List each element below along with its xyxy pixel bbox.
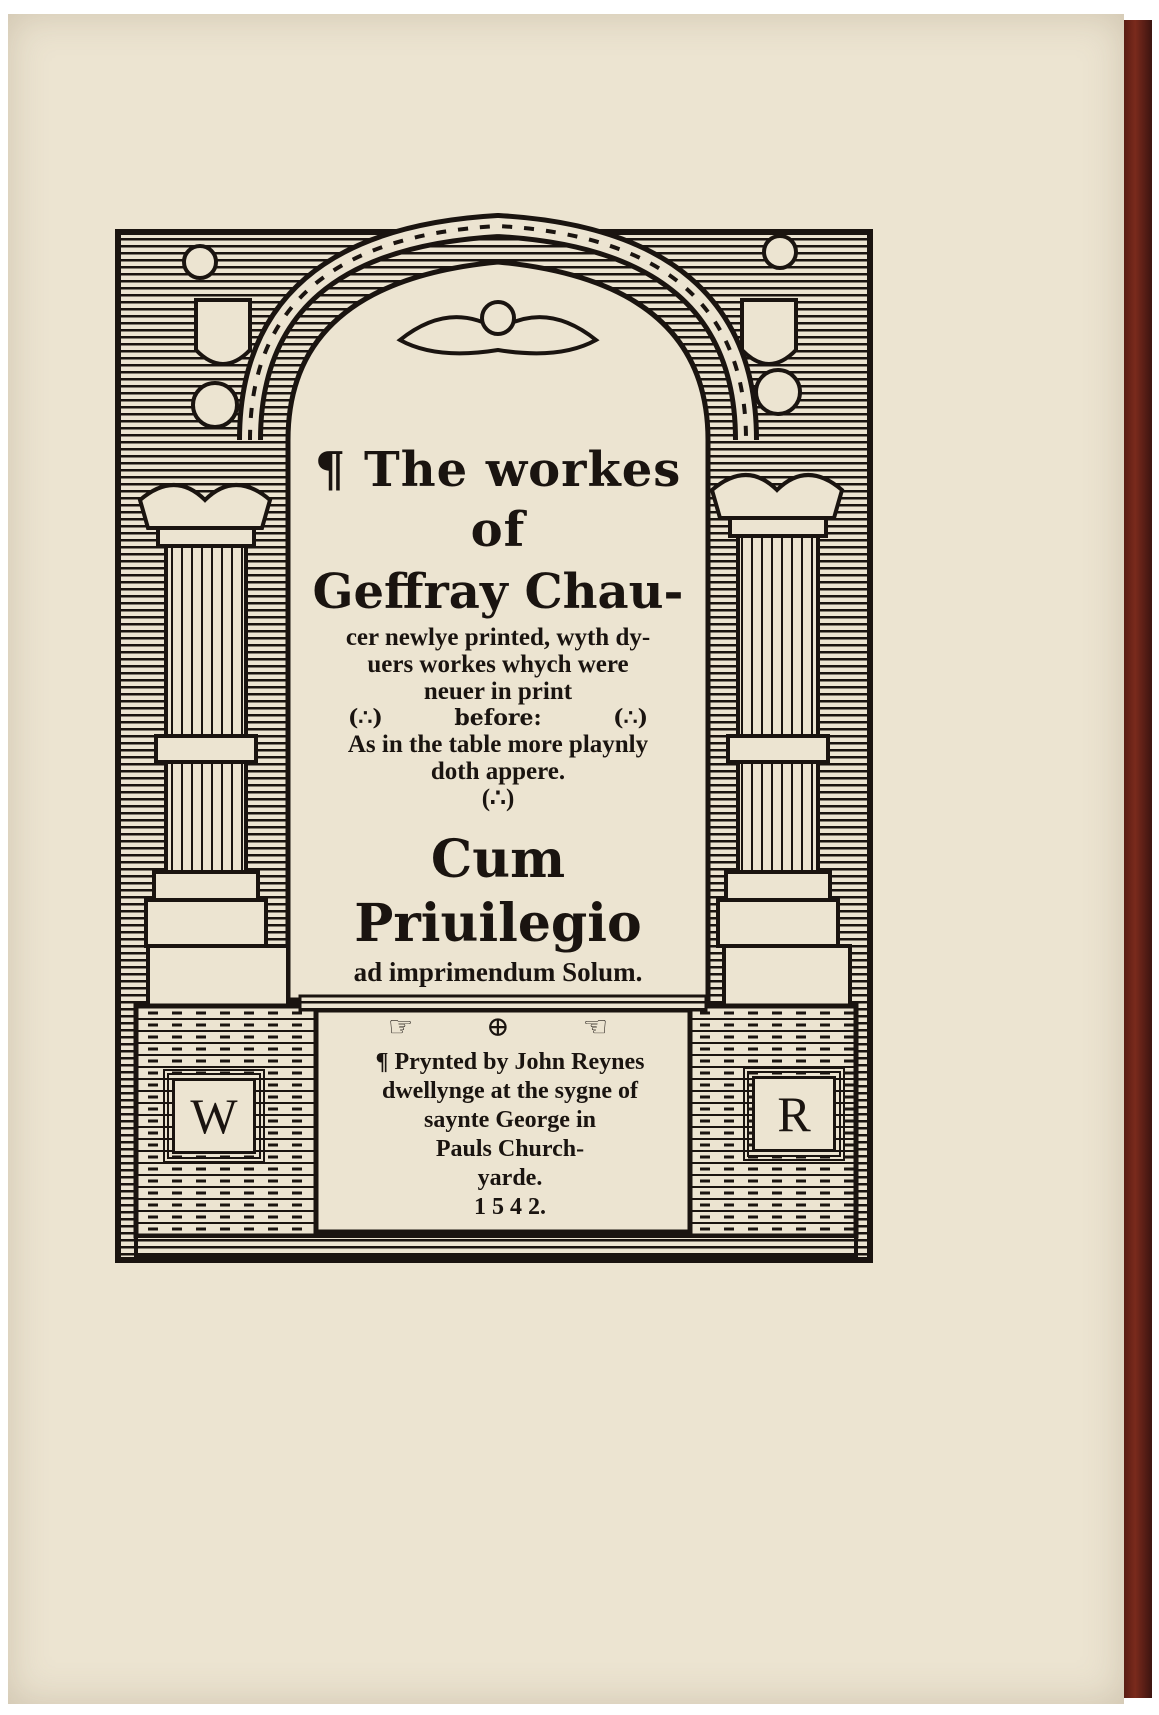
title-line-5: neuer in print <box>423 678 573 705</box>
imprint-line-4: Pauls Church- <box>435 1136 585 1162</box>
imprint-line-1: ¶ Prynted by John Reynes <box>375 1049 645 1075</box>
title-line-1: ¶ The workes of <box>314 442 682 558</box>
shield-right <box>742 300 796 364</box>
imprint-block <box>330 1048 690 1222</box>
title-line-6: before: <box>454 705 542 731</box>
fist-ornaments <box>388 1010 608 1043</box>
shield-left <box>196 300 250 364</box>
title-line-4: uers workes whych were <box>367 651 629 678</box>
ornament-center: (∴) <box>481 785 515 812</box>
title-block <box>288 440 708 1043</box>
title-line-7: As in the table more playnly <box>347 731 649 758</box>
mask-left <box>193 383 237 427</box>
cherub-right <box>764 236 796 268</box>
initial-w-box <box>172 1078 256 1154</box>
ornament-left: (∴) <box>348 705 383 731</box>
initial-w: W <box>190 1088 238 1144</box>
imprint-year: 1 5 4 2. <box>474 1194 546 1220</box>
cherub-left <box>184 246 216 278</box>
initial-r: R <box>777 1086 811 1142</box>
ornament-row <box>348 705 648 731</box>
initial-r-box <box>752 1076 836 1152</box>
mask-right <box>756 370 800 414</box>
title-line-3: cer newlye printed, wyth dy- <box>345 624 651 651</box>
cross-circle-icon: ⊕ <box>486 1010 510 1043</box>
imprint-line-5: yarde. <box>477 1165 543 1191</box>
title-line-2: Geffray Chau- <box>312 564 684 620</box>
pointing-hand-left-icon: ☜ <box>582 1010 608 1043</box>
pointing-hand-right-icon: ☞ <box>388 1010 414 1043</box>
title-line-8: doth appere. <box>430 758 566 785</box>
imprint-line-2: dwellynge at the sygne of <box>382 1078 638 1104</box>
ornament-right: (∴) <box>613 705 648 731</box>
privilege-line-2: ad imprimendum Solum. <box>353 957 643 987</box>
privilege-line-1: Cum Priuilegio <box>354 829 642 954</box>
imprint-line-3: saynte George in <box>424 1107 596 1133</box>
